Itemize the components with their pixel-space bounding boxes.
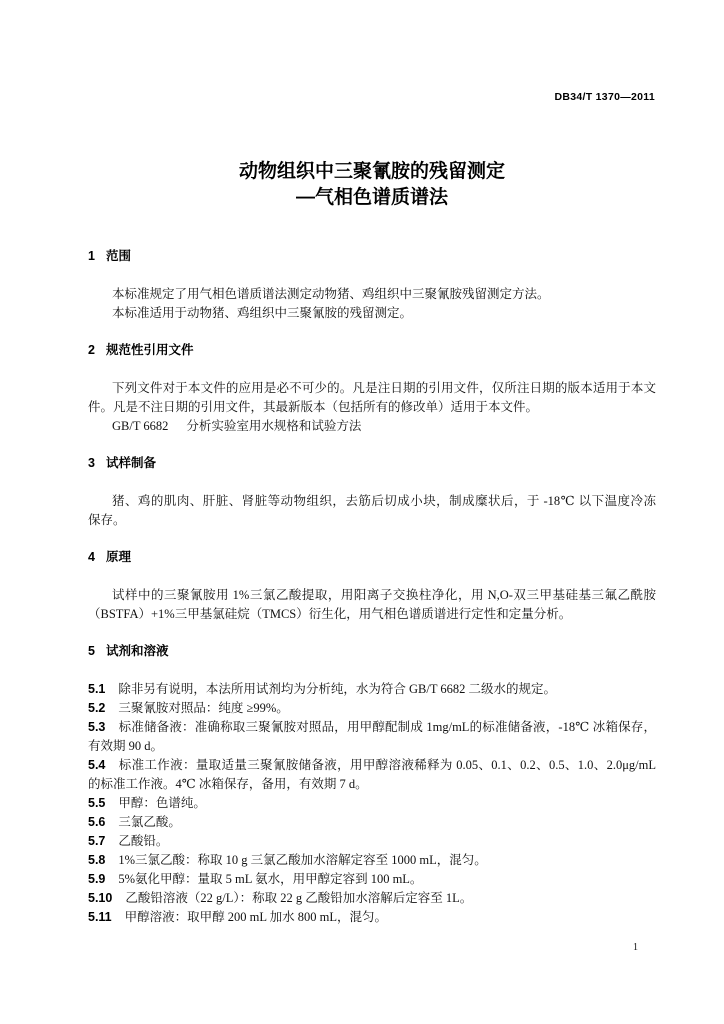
- section-title: 试样制备: [106, 456, 157, 470]
- section-number: 2: [88, 343, 95, 357]
- clause-number: 5.5: [88, 795, 106, 810]
- clause-number: 5.10: [88, 890, 113, 905]
- section-scope: [88, 247, 656, 323]
- clause-text: 有效期 90 d。: [88, 738, 164, 753]
- section-number: 3: [88, 456, 95, 470]
- clause-text: 甲醇溶液：取甲醇 200 mL 加水 800 mL，混匀。: [124, 909, 388, 924]
- clause-text: 标准工作液：量取适量三聚氰胺储备液，用甲醇溶液稀释为 0.05、0.1、0.2、0.5、1.0、2.0μg/mL: [118, 757, 656, 772]
- clause-item: [88, 756, 656, 794]
- clause-number: 5.9: [88, 871, 106, 886]
- clause-text: 标准储备液：准确称取三聚氰胺对照品，用甲醇配制成 1mg/mL的标准储备液，-18℃ 冰箱保存，: [118, 719, 656, 734]
- section-heading: [88, 548, 656, 567]
- paragraph: [88, 492, 656, 530]
- clause-item: [88, 699, 656, 718]
- clause-item: [88, 832, 656, 851]
- section-heading: [88, 341, 656, 360]
- section-number: 4: [88, 550, 95, 564]
- clause-item: [88, 851, 656, 870]
- section-title: 规范性引用文件: [106, 343, 194, 357]
- text-line: 试样中的三聚氰胺用 1%三氯乙酸提取，用阳离子交换柱净化，用 N,O-双三甲基硅基三氟乙酰胺: [112, 587, 656, 602]
- text-line: 保存。: [88, 512, 126, 527]
- paragraph: [88, 379, 656, 417]
- clause-item: [88, 794, 656, 813]
- paragraph: [88, 586, 656, 624]
- clause-text: 三聚氰胺对照品：纯度 ≥99%。: [118, 700, 289, 715]
- clause-item: [88, 680, 656, 699]
- section-sample-preparation: [88, 454, 656, 530]
- clause-number: 5.3: [88, 719, 106, 734]
- section-heading: [88, 454, 656, 473]
- clause-text: 乙酸铅溶液（22 g/L）：称取 22 g 乙酸铅加水溶解后定容至 1L。: [125, 890, 473, 905]
- text-line: 下列文件对于本文件的应用是必不可少的。凡是注日期的引用文件，仅所注日期的版本适用于本文: [112, 380, 656, 395]
- section-heading: [88, 247, 656, 266]
- section-title: 原理: [106, 550, 132, 564]
- clause-number: 5.6: [88, 814, 106, 829]
- title-main: 动物组织中三聚氰胺的残留测定: [238, 161, 505, 182]
- clause-item: [88, 889, 656, 908]
- text-line: （BSTFA）+1%三甲基氯硅烷（TMCS）衍生化，用气相色谱质谱进行定性和定量分析。: [88, 606, 572, 621]
- clause-text: 1%三氯乙酸：称取 10 g 三氯乙酸加水溶解定容至 1000 mL，混匀。: [118, 852, 487, 867]
- clause-number: 5.8: [88, 852, 106, 867]
- reference-title: 分析实验室用水规格和试验方法: [186, 418, 362, 433]
- text-line: 本标准规定了用气相色谱质谱法测定动物猪、鸡组织中三聚氰胺残留测定方法。: [112, 286, 550, 301]
- clause-item: [88, 908, 656, 927]
- title-sub: —气相色谱质谱法: [295, 187, 448, 208]
- reference-entry: [88, 417, 656, 436]
- clause-text: 除非另有说明，本法所用试剂均为分析纯，水为符合 GB/T 6682 二级水的规定。: [118, 681, 557, 696]
- section-heading: [88, 642, 656, 661]
- clause-item: [88, 870, 656, 889]
- document-title: [88, 159, 656, 211]
- clause-number: 5.7: [88, 833, 106, 848]
- clause-text: 甲醇：色谱纯。: [118, 795, 206, 810]
- reference-code: GB/T 6682: [112, 418, 169, 433]
- text-line: 件。凡是不注日期的引用文件，其最新版本（包括所有的修改单）适用于本文件。: [88, 399, 539, 414]
- section-title: 范围: [106, 249, 132, 263]
- section-principle: [88, 548, 656, 624]
- clause-number: 5.4: [88, 757, 106, 772]
- clause-number: 5.11: [88, 909, 112, 924]
- clause-text: 乙酸铅。: [118, 833, 169, 848]
- section-title: 试剂和溶液: [106, 644, 169, 658]
- standard-code: DB34/T 1370—2011: [554, 91, 655, 103]
- clause-text: 5%氨化甲醇：量取 5 mL 氨水，用甲醇定容到 100 mL。: [118, 871, 423, 886]
- clause-item: [88, 813, 656, 832]
- document-body: [88, 247, 656, 927]
- text-line: 本标准适用于动物猪、鸡组织中三聚氰胺的残留测定。: [112, 305, 413, 320]
- paragraph: [88, 285, 656, 304]
- clause-text: 的标准工作液。4℃ 冰箱保存，备用，有效期 7 d。: [88, 776, 368, 791]
- text-line: 猪、鸡的肌肉、肝脏、肾脏等动物组织，去筋后切成小块，制成糜状后，于 -18℃ 以下温度冷冻: [112, 493, 656, 508]
- section-normative-references: [88, 341, 656, 436]
- clause-text: 三氯乙酸。: [118, 814, 181, 829]
- page-number: 1: [633, 942, 638, 953]
- clause-number: 5.2: [88, 700, 106, 715]
- clause-item: [88, 718, 656, 756]
- section-number: 5: [88, 644, 95, 658]
- paragraph: [88, 304, 656, 323]
- section-reagents: [88, 642, 656, 927]
- section-number: 1: [88, 249, 95, 263]
- clause-number: 5.1: [88, 681, 106, 696]
